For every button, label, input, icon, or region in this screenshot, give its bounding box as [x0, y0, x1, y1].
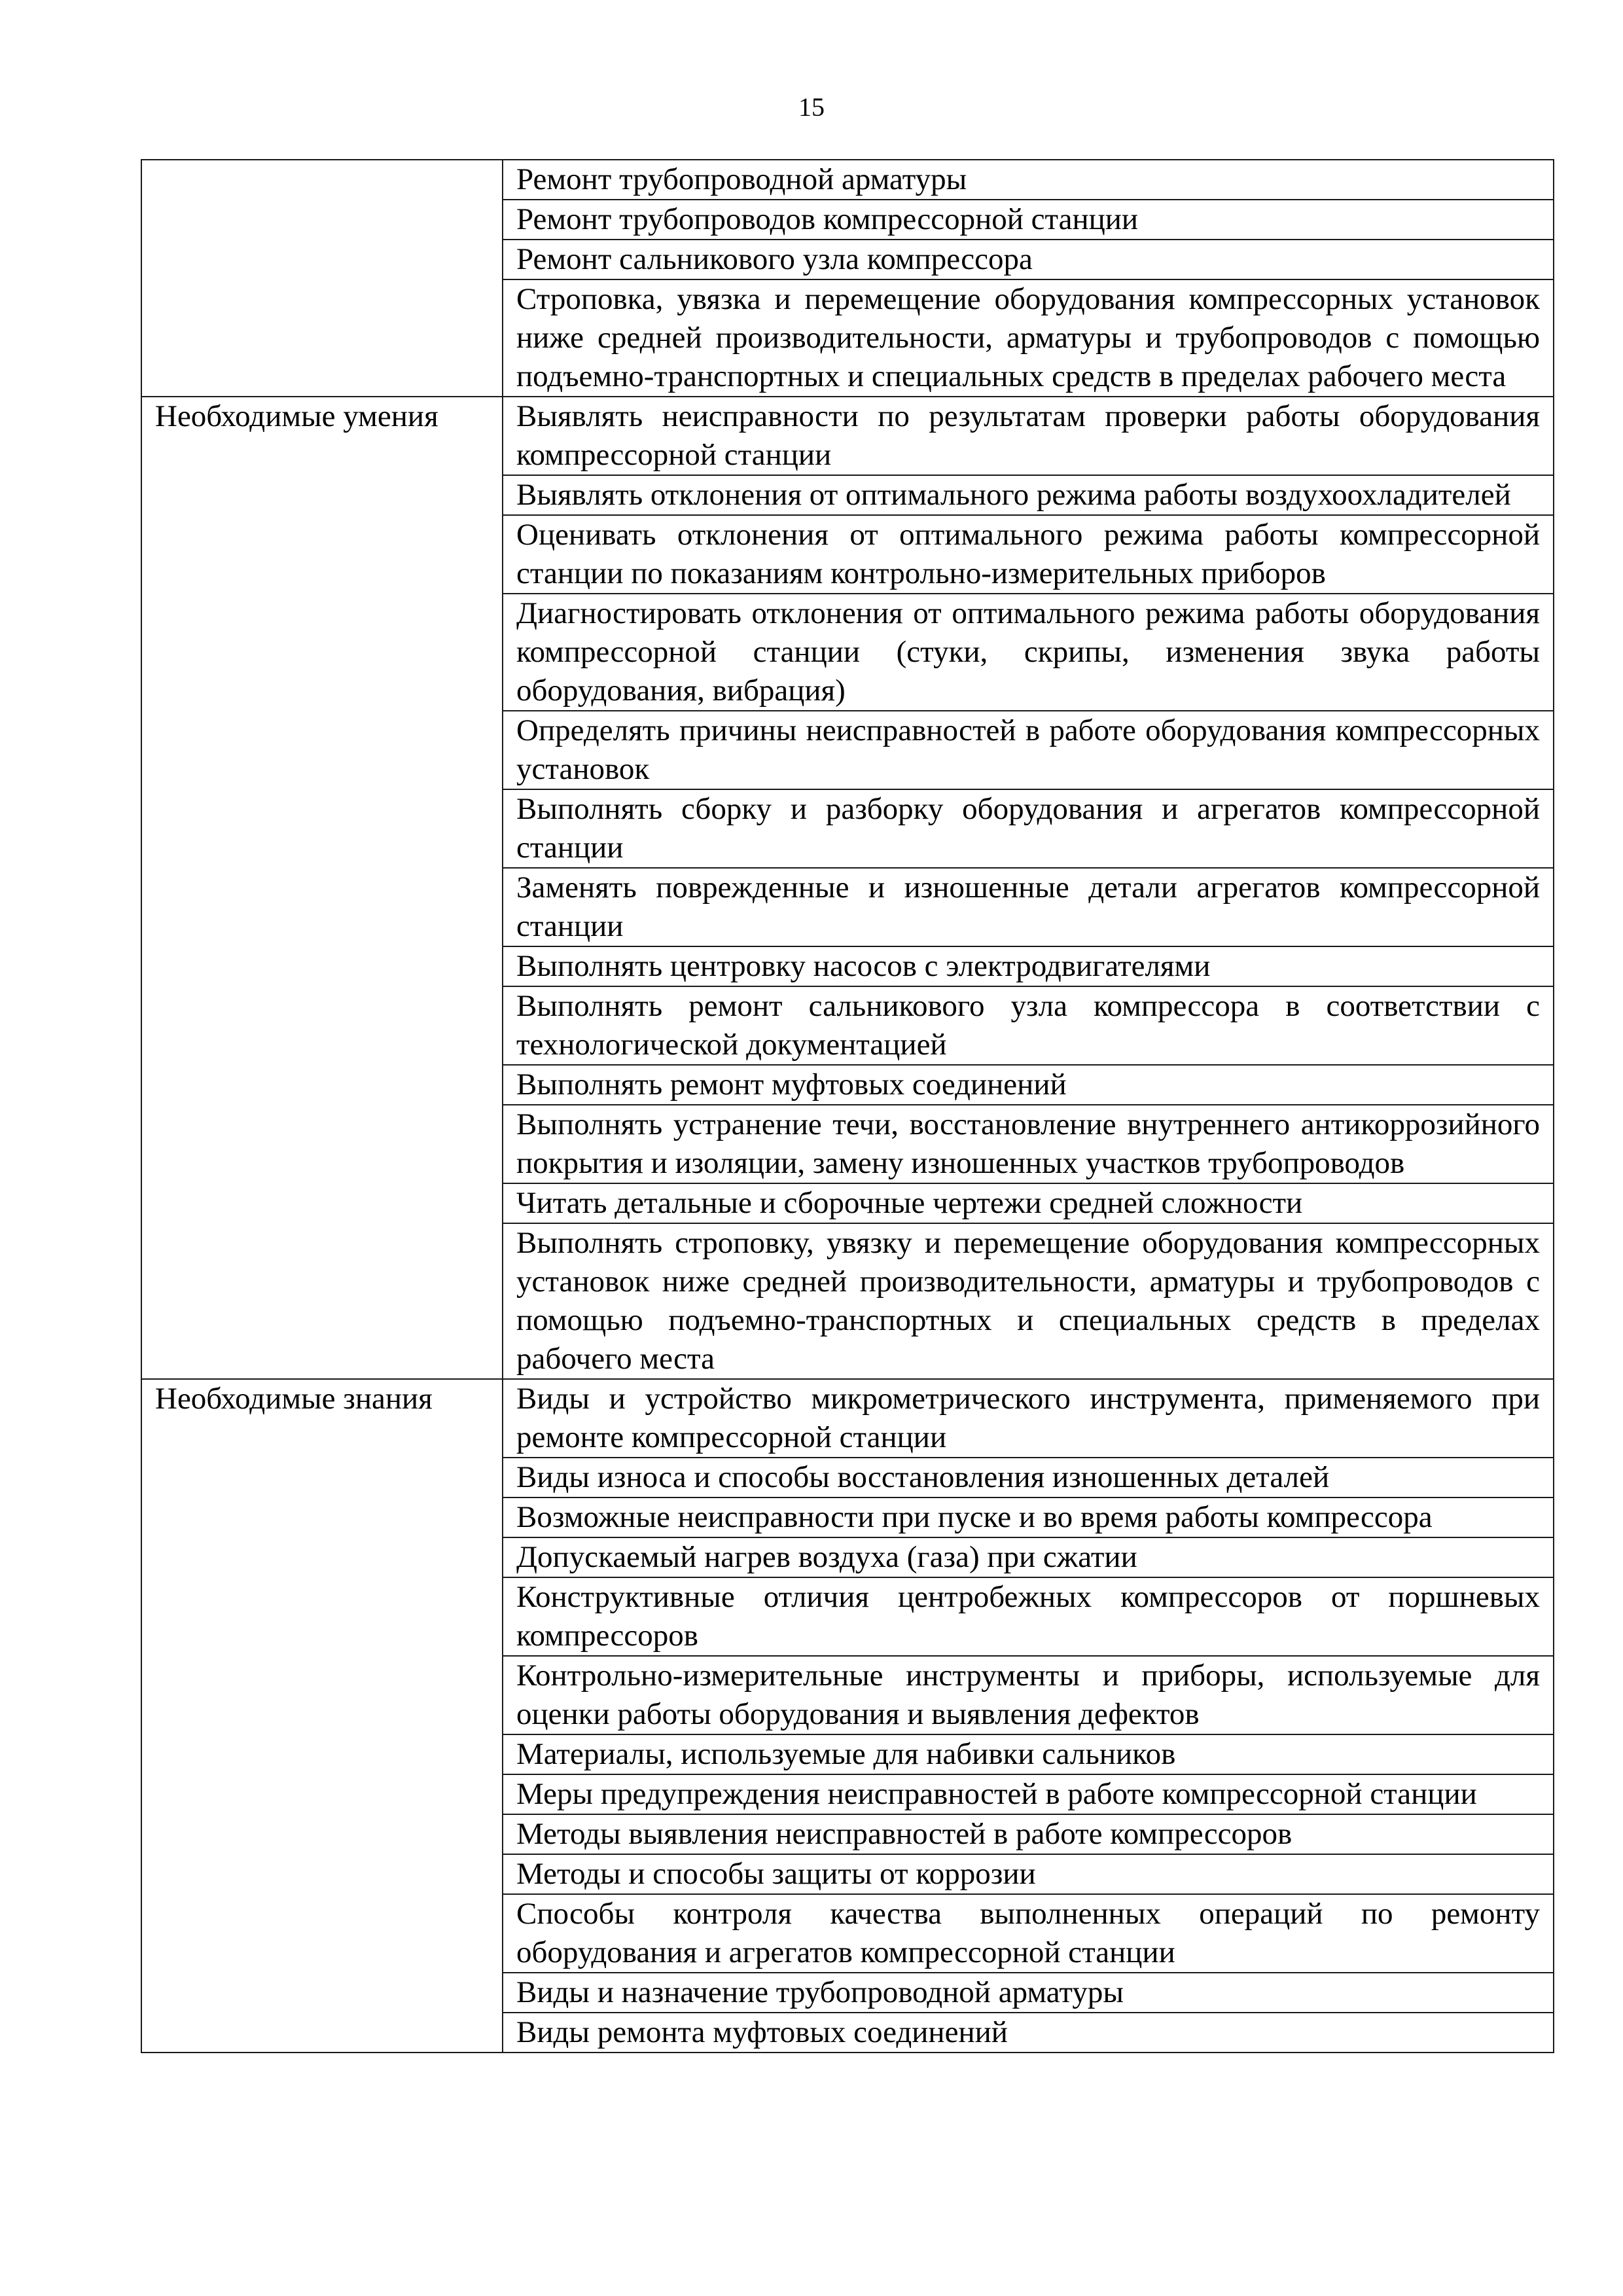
- table-row: [141, 397, 1554, 475]
- section-item: Выполнять ремонт сальникового узла компрессора в соответствии с технологической документацией: [503, 986, 1554, 1065]
- section-item: Выполнять устранение течи, восстановление внутреннего антикоррозийного покрытия и изоляции, замену изношенных участков трубопроводов: [503, 1105, 1554, 1183]
- section-item: Виды износа и способы восстановления изношенных деталей: [503, 1458, 1554, 1498]
- table-body: [141, 160, 1554, 2053]
- competency-table: [141, 159, 1554, 2053]
- section-item: Допускаемый нагрев воздуха (газа) при сжатии: [503, 1537, 1554, 1577]
- page-number: 15: [798, 92, 825, 122]
- section-item: Материалы, используемые для набивки сальников: [503, 1734, 1554, 1774]
- section-item: Оценивать отклонения от оптимального режима работы компрессорной станции по показаниям контрольно-измерительных приборов: [503, 515, 1554, 594]
- section-item: Выполнять центровку насосов с электродвигателями: [503, 946, 1554, 986]
- section-item: Ремонт трубопроводной арматуры: [503, 160, 1554, 200]
- section-item: Заменять поврежденные и изношенные детали агрегатов компрессорной станции: [503, 868, 1554, 946]
- section-item: Ремонт трубопроводов компрессорной станции: [503, 200, 1554, 240]
- section-item: Выполнять ремонт муфтовых соединений: [503, 1065, 1554, 1105]
- section-item: Определять причины неисправностей в работе оборудования компрессорных установок: [503, 711, 1554, 789]
- section-label: Необходимые знания: [141, 1379, 503, 2053]
- section-item: Контрольно-измерительные инструменты и приборы, используемые для оценки работы оборудования и выявления дефектов: [503, 1656, 1554, 1734]
- section-item: Выявлять неисправности по результатам проверки работы оборудования компрессорной станции: [503, 397, 1554, 475]
- table-row: [141, 1379, 1554, 1458]
- section-item: Виды и устройство микрометрического инструмента, применяемого при ремонте компрессорной станции: [503, 1379, 1554, 1458]
- table-row: [141, 160, 1554, 200]
- section-item: Конструктивные отличия центробежных компрессоров от поршневых компрессоров: [503, 1577, 1554, 1656]
- section-item: Виды ремонта муфтовых соединений: [503, 2013, 1554, 2053]
- section-item: Ремонт сальникового узла компрессора: [503, 240, 1554, 279]
- section-item: Выявлять отклонения от оптимального режима работы воздухоохладителей: [503, 475, 1554, 515]
- section-item: Выполнять сборку и разборку оборудования и агрегатов компрессорной станции: [503, 789, 1554, 868]
- section-item: Виды и назначение трубопроводной арматуры: [503, 1973, 1554, 2013]
- section-item: Возможные неисправности при пуске и во время работы компрессора: [503, 1498, 1554, 1537]
- section-item: Строповка, увязка и перемещение оборудования компрессорных установок ниже средней производительности, арматуры и трубопроводов с помощью подъемно-транспортных и специальных средств в пределах рабочего места: [503, 279, 1554, 397]
- section-label: Необходимые умения: [141, 397, 503, 1379]
- section-item: Читать детальные и сборочные чертежи средней сложности: [503, 1183, 1554, 1223]
- section-label: [141, 160, 503, 397]
- section-item: Методы и способы защиты от коррозии: [503, 1854, 1554, 1894]
- section-item: Диагностировать отклонения от оптимального режима работы оборудования компрессорной станции (стуки, скрипы, изменения звука работы оборудования, вибрация): [503, 594, 1554, 711]
- section-item: Меры предупреждения неисправностей в работе компрессорной станции: [503, 1774, 1554, 1814]
- section-item: Способы контроля качества выполненных операций по ремонту оборудования и агрегатов компрессорной станции: [503, 1894, 1554, 1973]
- section-item: Выполнять строповку, увязку и перемещение оборудования компрессорных установок ниже средней производительности, арматуры и трубопроводов с помощью подъемно-транспортных и специальных средств в пределах рабочего места: [503, 1223, 1554, 1379]
- section-item: Методы выявления неисправностей в работе компрессоров: [503, 1814, 1554, 1854]
